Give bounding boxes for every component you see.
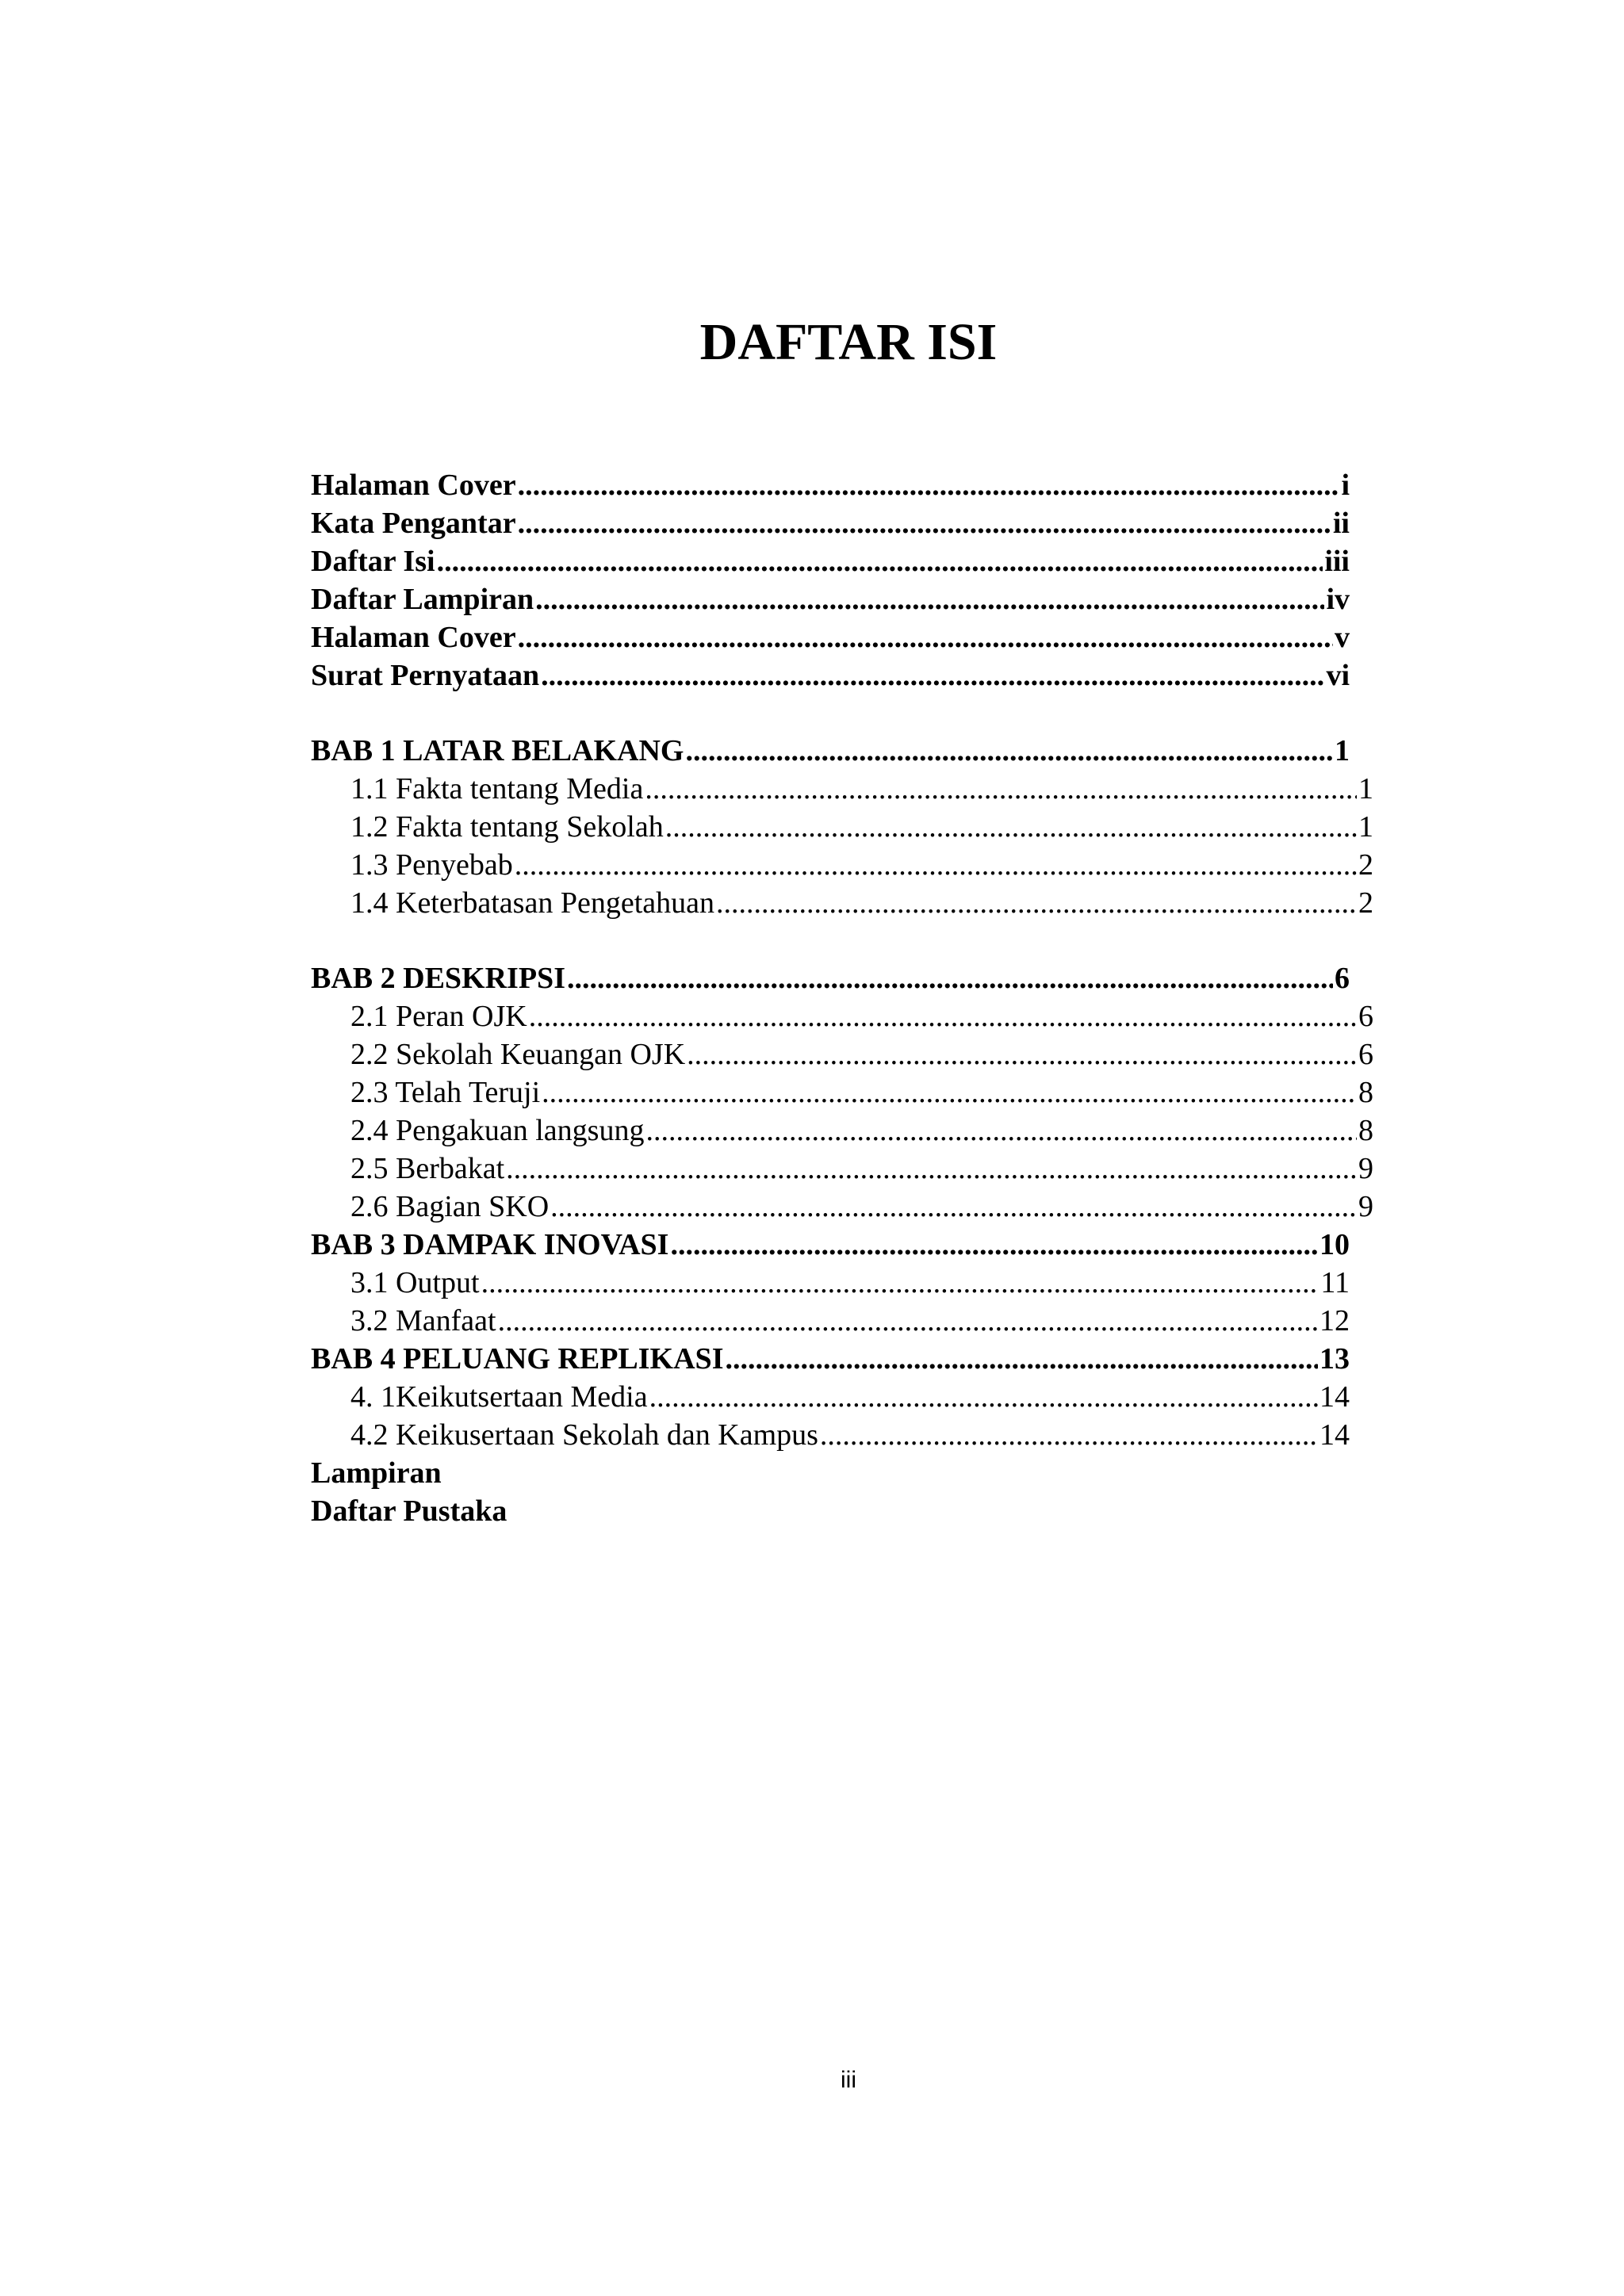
toc-subentry-label: 4. 1Keikutsertaan Media (350, 1380, 648, 1414)
dot-leader (481, 1264, 1320, 1302)
toc-subentry-page: 12 (1320, 1304, 1350, 1337)
toc-entry-surat-pernyataan[interactable] (311, 656, 1350, 695)
toc-entry-label: Halaman Cover (311, 469, 516, 502)
dot-leader (645, 1112, 1357, 1150)
toc-chapter-page: 1 (1335, 734, 1350, 767)
toc-entry-halaman-cover[interactable] (311, 466, 1350, 504)
toc-entry-label: Surat Pernyataan (311, 659, 540, 692)
toc-subentry[interactable] (311, 846, 1373, 884)
toc-subentry-label: 2.1 Peran OJK (350, 1000, 527, 1033)
toc-entry-daftar-isi[interactable] (311, 542, 1350, 580)
toc-subentry-page: 6 (1358, 1038, 1373, 1071)
toc-entry-label: Halaman Cover (311, 621, 516, 654)
dot-leader (820, 1416, 1318, 1454)
toc-chapter-page: 6 (1335, 962, 1350, 995)
toc-subentry-page: 1 (1358, 772, 1373, 806)
toc-subentry-page: 1 (1358, 810, 1373, 844)
dot-leader (518, 618, 1333, 656)
toc-subentry-label: 3.2 Manfaat (350, 1304, 496, 1337)
toc-chapter-bab-3[interactable] (311, 1226, 1350, 1264)
toc-subentry-page: 2 (1358, 848, 1373, 882)
toc-subentry-label: 1.1 Fakta tentang Media (350, 772, 644, 806)
toc-subentry-label: 1.2 Fakta tentang Sekolah (350, 810, 664, 844)
toc-subentry-page: 8 (1358, 1114, 1373, 1147)
toc-subentry-page: 8 (1358, 1076, 1373, 1109)
dot-leader (506, 1150, 1357, 1188)
toc-chapter-page: 10 (1320, 1228, 1350, 1261)
toc-subentry[interactable] (311, 770, 1373, 808)
dot-leader (687, 1035, 1357, 1073)
toc-entry-kata-pengantar[interactable] (311, 504, 1350, 542)
toc-chapter-bab-1[interactable] (311, 732, 1350, 770)
toc-chapter-bab-2[interactable] (311, 959, 1350, 997)
dot-leader (649, 1378, 1318, 1416)
toc-subentry-label: 2.6 Bagian SKO (350, 1190, 550, 1223)
dot-leader (529, 997, 1357, 1035)
toc-subentry[interactable] (311, 1073, 1373, 1112)
toc-entry-lampiran[interactable] (311, 1454, 1350, 1492)
toc-entry-page: iii (1324, 545, 1350, 578)
toc-chapter-label: BAB 3 DAMPAK INOVASI (311, 1228, 669, 1261)
toc-chapter-label: BAB 2 DESKRIPSI (311, 962, 565, 995)
dot-leader (541, 656, 1324, 695)
dot-leader (645, 770, 1357, 808)
toc-subentry[interactable] (311, 1378, 1350, 1416)
toc-subentry-page: 9 (1358, 1152, 1373, 1185)
toc-subentry[interactable] (311, 1302, 1350, 1340)
toc-subentry-label: 2.4 Pengakuan langsung (350, 1114, 645, 1147)
toc-entry-daftar-lampiran[interactable] (311, 580, 1350, 618)
dot-leader (542, 1073, 1357, 1112)
dot-leader (498, 1302, 1318, 1340)
toc-subentry-page: 9 (1358, 1190, 1373, 1223)
page-title: DAFTAR ISI (699, 313, 998, 371)
dot-leader (567, 959, 1333, 997)
toc-subentry-label: 1.4 Keterbatasan Pengetahuan (350, 886, 714, 920)
page-number-footer: iii (841, 2067, 856, 2093)
toc-subentry[interactable] (311, 1264, 1350, 1302)
toc-subentry[interactable] (311, 1150, 1373, 1188)
dot-leader (518, 504, 1331, 542)
dot-leader (518, 466, 1340, 504)
toc-chapter-bab-4[interactable] (311, 1340, 1350, 1378)
dot-leader (725, 1340, 1318, 1378)
toc-subentry[interactable] (311, 808, 1373, 846)
toc-entry-page: ii (1332, 507, 1350, 540)
toc-subentry-page: 14 (1320, 1380, 1350, 1414)
toc-subentry[interactable] (311, 997, 1373, 1035)
toc-entry-daftar-pustaka[interactable] (311, 1492, 1350, 1530)
dot-leader (716, 884, 1357, 922)
toc-subentry[interactable] (311, 884, 1373, 922)
toc-subentry-page: 14 (1320, 1418, 1350, 1452)
toc-subentry-label: 4.2 Keikusertaan Sekolah dan Kampus (350, 1418, 818, 1452)
toc-subentry[interactable] (311, 1035, 1373, 1073)
toc-entry-page: iv (1326, 583, 1350, 616)
toc-subentry-label: 1.3 Penyebab (350, 848, 513, 882)
toc-subentry-label: 2.2 Sekolah Keuangan OJK (350, 1038, 686, 1071)
dot-leader (535, 580, 1324, 618)
toc-entry-label: Daftar Isi (311, 545, 435, 578)
toc-subentry-page: 11 (1320, 1266, 1350, 1299)
toc-entry-label: Daftar Lampiran (311, 583, 534, 616)
toc-entry-page: v (1335, 621, 1350, 654)
toc-chapter-page: 13 (1320, 1342, 1350, 1376)
toc-entry-label: Lampiran (311, 1456, 442, 1490)
toc-subentry[interactable] (311, 1112, 1373, 1150)
dot-leader (437, 542, 1323, 580)
toc-subentry-label: 3.1 Output (350, 1266, 480, 1299)
table-of-contents (311, 466, 1373, 1530)
toc-subentry[interactable] (311, 1188, 1373, 1226)
toc-entry-halaman-cover-2[interactable] (311, 618, 1350, 656)
toc-entry-label: Kata Pengantar (311, 507, 516, 540)
toc-subentry-page: 6 (1358, 1000, 1373, 1033)
toc-chapter-label: BAB 1 LATAR BELAKANG (311, 734, 684, 767)
toc-entry-label: Daftar Pustaka (311, 1494, 508, 1528)
toc-entry-page: vi (1326, 659, 1350, 692)
toc-subentry-page: 2 (1358, 886, 1373, 920)
dot-leader (670, 1226, 1318, 1264)
toc-subentry-label: 2.5 Berbakat (350, 1152, 505, 1185)
toc-entry-page: i (1341, 469, 1350, 502)
toc-subentry-label: 2.3 Telah Teruji (350, 1076, 541, 1109)
toc-chapter-label: BAB 4 PELUANG REPLIKASI (311, 1342, 724, 1376)
toc-subentry[interactable] (311, 1416, 1350, 1454)
dot-leader (665, 808, 1357, 846)
dot-leader (550, 1188, 1357, 1226)
dot-leader (686, 732, 1334, 770)
dot-leader (515, 846, 1357, 884)
